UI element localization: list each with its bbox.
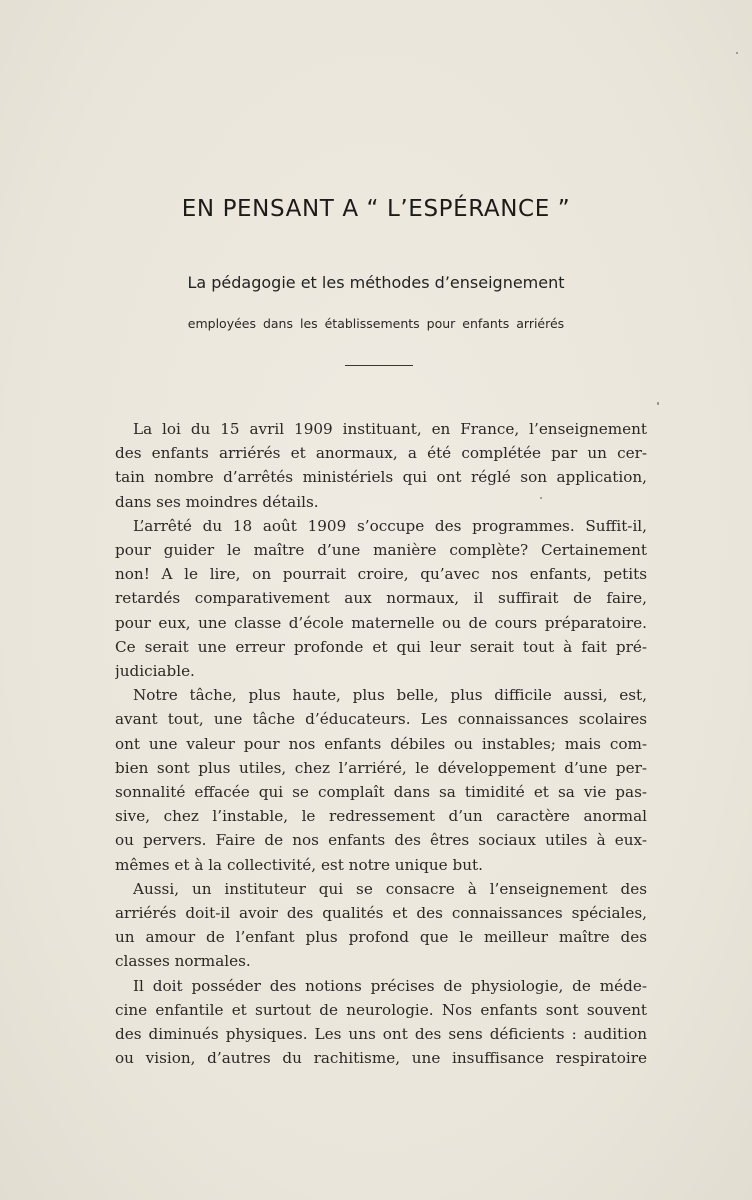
- body-line: classes normales.: [115, 952, 251, 971]
- body-line: dans ses moindres détails.: [115, 492, 319, 511]
- sub-subtitle: employées dans les établissements pour enfants arriérés: [187, 316, 565, 331]
- title-divider: [345, 365, 413, 366]
- body-line: pour eux, une classe d’école maternelle ou de cours préparatoire.: [115, 613, 647, 632]
- body-line: Ce serait une erreur profonde et qui leur serait tout à fait pré-: [115, 637, 647, 656]
- paper-speck: [540, 497, 542, 499]
- body-line: ont une valeur pour nos enfants débiles ou instables; mais com-: [115, 734, 647, 753]
- body-line: arriérés doit-il avoir des qualités et des connaissances spéciales,: [115, 904, 647, 923]
- body-line: sive, chez l’instable, le redressement d’un caractère anormal: [115, 807, 647, 826]
- body-line: Notre tâche, plus haute, plus belle, plus difficile aussi, est,: [133, 686, 647, 705]
- body-line: bien sont plus utiles, chez l’arriéré, le développement d’une per-: [115, 758, 647, 777]
- body-text: [115, 417, 647, 1070]
- body-line: tain nombre d’arrêtés ministériels qui ont réglé son application,: [115, 468, 647, 487]
- subtitle: La pédagogie et les méthodes d’enseignement: [187, 273, 565, 292]
- body-line: La loi du 15 avril 1909 instituant, en France, l’enseignement: [133, 420, 647, 438]
- body-line: judiciable.: [115, 662, 195, 681]
- body-line: pour guider le maître d’une manière complète? Certainement: [115, 541, 647, 560]
- body-line: avant tout, une tâche d’éducateurs. Les connaissances scolaires: [115, 710, 647, 729]
- body-line: des diminués physiques. Les uns ont des sens déficients : audition: [115, 1025, 647, 1044]
- body-line: ou pervers. Faire de nos enfants des êtres sociaux utiles à eux-: [115, 831, 647, 850]
- body-line: Aussi, un instituteur qui se consacre à l’enseignement des: [133, 879, 647, 898]
- body-line: des enfants arriérés et anormaux, a été complétée par un cer-: [115, 444, 647, 463]
- body-line: retardés comparativement aux normaux, il suffirait de faire,: [115, 589, 647, 608]
- page-title: EN PENSANT A “ L’ESPÉRANCE ”: [181, 196, 571, 222]
- body-line: sonnalité effacée qui se complaît dans sa timidité et sa vie pas-: [115, 783, 647, 802]
- body-line: non! A le lire, on pourrait croire, qu’avec nos enfants, petits: [115, 565, 647, 584]
- paper-speck: [657, 402, 659, 405]
- body-line: L’arrêté du 18 août 1909 s’occupe des programmes. Suffit-il,: [133, 516, 647, 535]
- body-line: ou vision, d’autres du rachitisme, une insuffisance respiratoire: [115, 1049, 647, 1068]
- body-line: un amour de l’enfant plus profond que le meilleur maître des: [115, 928, 647, 947]
- body-line: mêmes et à la collectivité, est notre unique but.: [115, 855, 483, 874]
- paper-speck: [736, 52, 738, 54]
- body-line: cine enfantile et surtout de neurologie. Nos enfants sont souvent: [115, 1000, 647, 1019]
- body-line: Il doit posséder des notions précises de physiologie, de méde-: [133, 976, 647, 995]
